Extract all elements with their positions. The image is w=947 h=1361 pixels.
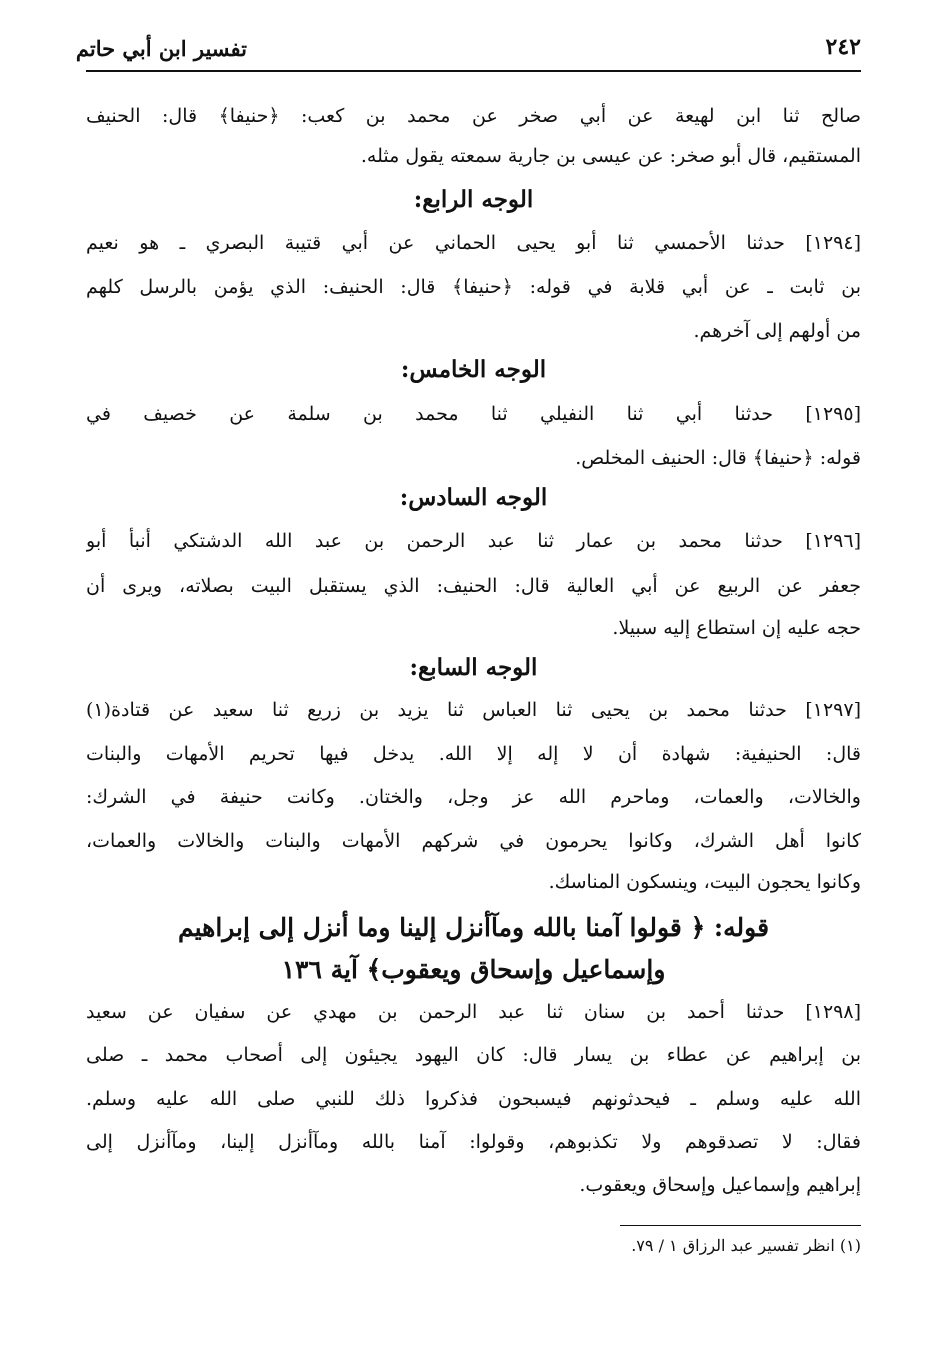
text-line: قوله: ﴿حنيفا﴾ قال: الحنيف المخلص. bbox=[575, 447, 861, 469]
section-heading: الوجه الرابع: bbox=[413, 186, 534, 213]
section-heading: الوجه السادس: bbox=[399, 484, 548, 511]
text-line: كانوا أهل الشرك، وكانوا يحرمون في شركهم الأمهات والبنات والخالات والعمات، bbox=[86, 830, 861, 852]
text-line: حجه عليه إن استطاع إليه سبيلا. bbox=[612, 617, 861, 639]
text-line: بن إبراهيم عن عطاء بن يسار قال: كان اليهود يجيئون إلى أصحاب محمد ـ صلى bbox=[86, 1044, 861, 1066]
text-line: الله عليه وسلم ـ فيحدثونهم فيسبحون فذكروا ذلك للنبي صلى الله عليه وسلم. bbox=[86, 1088, 861, 1110]
text-line: جعفر عن الربيع عن أبي العالية قال: الحنيف: الذي يستقبل البيت بصلاته، ويرى أن bbox=[86, 575, 861, 597]
text-line: فقال: لا تصدقوهم ولا تكذبوهم، وقولوا: آمنا بالله ومآأنزل إلينا، ومآأنزل إلى bbox=[86, 1131, 861, 1153]
footnote-rule bbox=[620, 1225, 861, 1226]
text-line: بن ثابت ـ عن أبي قلابة في قوله: ﴿حنيفا﴾ قال: الحنيف: الذي يؤمن بالرسل كلهم bbox=[86, 276, 861, 298]
verse-heading: وإسماعيل وإسحاق ويعقوب﴾ آية ١٣٦ bbox=[281, 955, 666, 984]
footnote: (١) انظر تفسير عبد الرزاق ١ / ٧٩. bbox=[631, 1236, 861, 1255]
text-line: [١٢٩٧] حدثنا محمد بن يحيى ثنا العباس ثنا يزيد بن زريع ثنا سعيد عن قتادة(١) bbox=[86, 699, 861, 721]
text-line: [١٢٩٥] حدثنا أبي ثنا النفيلي ثنا محمد بن سلمة عن خصيف في bbox=[86, 403, 861, 425]
text-line: المستقيم، قال أبو صخر: عن عيسى بن جارية سمعته يقول مثله. bbox=[360, 145, 861, 167]
text-line: إبراهيم وإسماعيل وإسحاق ويعقوب. bbox=[579, 1174, 861, 1196]
section-heading: الوجه الخامس: bbox=[400, 356, 547, 383]
text-line: صالح ثنا ابن لهيعة عن أبي صخر عن محمد بن كعب: ﴿حنيفا﴾ قال: الحنيف bbox=[86, 105, 861, 127]
running-header-title: تفسير ابن أبي حاتم bbox=[75, 36, 247, 61]
page-number: ٢٤٢ bbox=[825, 34, 861, 60]
text-line: من أولهم إلى آخرهم. bbox=[693, 320, 861, 342]
text-line: [١٢٩٤] حدثنا الأحمسي ثنا أبو يحيى الحماني عن أبي قتيبة البصري ـ هو نعيم bbox=[86, 232, 861, 254]
text-line: والخالات، والعمات، وماحرم الله عز وجل، والختان. وكانت حنيفة في الشرك: bbox=[86, 786, 861, 808]
text-line: [١٢٩٨] حدثنا أحمد بن سنان ثنا عبد الرحمن بن مهدي عن سفيان عن سعيد bbox=[86, 1001, 861, 1023]
header-rule bbox=[86, 70, 861, 72]
section-heading: الوجه السابع: bbox=[409, 654, 538, 681]
verse-heading: قوله: ﴿ قولوا آمنا بالله ومآأنزل إلينا وما أنزل إلى إبراهيم bbox=[177, 913, 770, 942]
text-line: [١٢٩٦] حدثنا محمد بن عمار ثنا عبد الرحمن بن عبد الله الدشتكي أنبأ أبو bbox=[86, 530, 861, 552]
text-line: وكانوا يحجون البيت، وينسكون المناسك. bbox=[548, 871, 861, 893]
text-line: قال: الحنيفية: شهادة أن لا إله إلا الله. يدخل فيها تحريم الأمهات والبنات bbox=[86, 743, 861, 765]
